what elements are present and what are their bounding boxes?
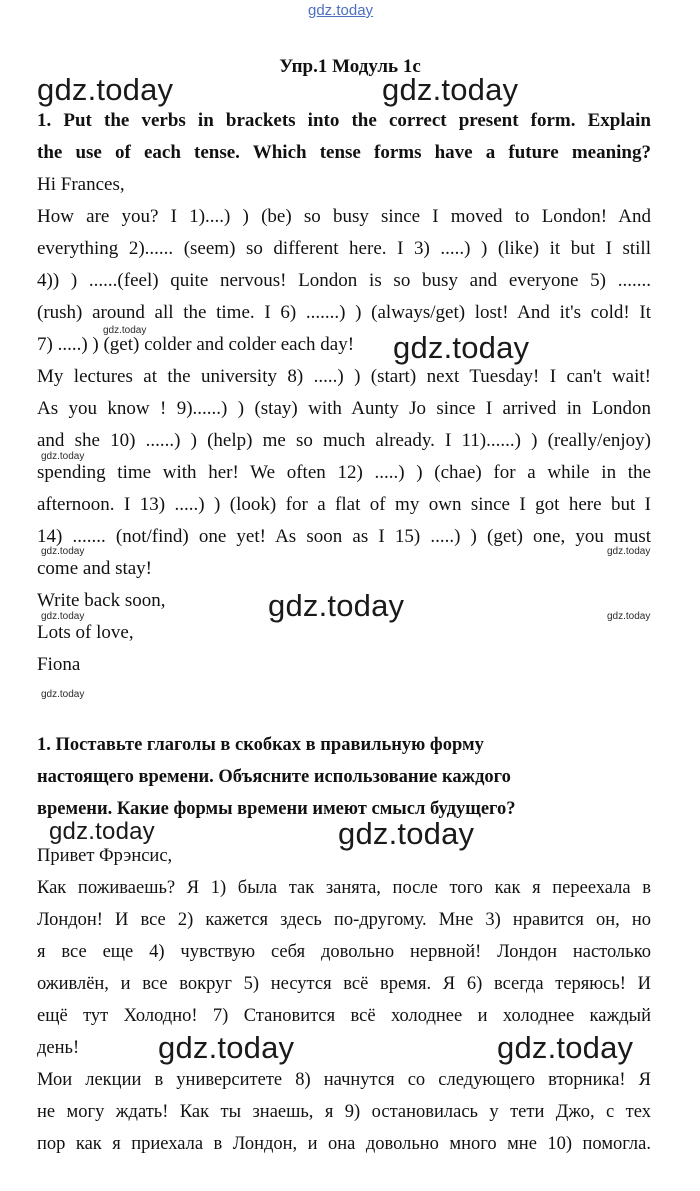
watermark: gdz.today xyxy=(393,330,530,365)
letter-line-ru: Лондон! И все 2) кажется здесь по-другому. Мне 3) нравится он, но xyxy=(37,910,651,930)
letter-signature: Fiona xyxy=(37,654,81,675)
letter-line-en: and she 10) ......) ) (help) me so much already. I 11)......) ) (really/enjoy) xyxy=(37,430,651,451)
watermark: gdz.today xyxy=(37,72,174,107)
letter-line-ru: пор как я приехала в Лондон, и она довольно много мне 10) помогла. xyxy=(37,1134,651,1154)
watermark: gdz.today xyxy=(382,72,519,107)
letter-line-en: How are you? I 1)....) ) (be) so busy since I moved to London! And xyxy=(37,206,651,227)
letter-line-en: 7) .....) ) (get) colder and colder each day! xyxy=(37,334,355,355)
letter-closing-1: Write back soon, xyxy=(37,590,166,611)
watermark-small: gdz.today xyxy=(607,611,651,622)
watermark: gdz.today xyxy=(338,816,475,851)
letter-line-ru: не могу ждать! Как ты знаешь, я 9) остановилась у тети Джо, с тех xyxy=(37,1102,651,1122)
watermark-small: gdz.today xyxy=(41,611,85,622)
task-heading-en-line2: the use of each tense. Which tense forms have a future meaning? xyxy=(37,142,651,163)
watermark: gdz.today xyxy=(49,818,155,845)
letter-line-ru: я все еще 4) чувствую себя довольно нервной! Лондон настолько xyxy=(37,942,651,962)
watermark-small: gdz.today xyxy=(41,451,85,462)
task-heading-ru-line2: настоящего времени. Объясните использование каждого xyxy=(37,767,511,787)
letter-closing-2: Lots of love, xyxy=(37,622,134,643)
letter-greeting-ru: Привет Фрэнсис, xyxy=(37,846,173,866)
watermark: gdz.today xyxy=(158,1030,295,1065)
letter-line-ru: Мои лекции в университете 8) начнутся со следующего вторника! Я xyxy=(37,1070,651,1090)
letter-line-ru: оживлён, и все вокруг 5) несутся всё время. Я 6) всегда теряюсь! И xyxy=(37,974,651,994)
letter-line-ru: Как поживаешь? Я 1) была так занята, после того как я переехала в xyxy=(37,878,651,898)
letter-line-ru: ещё тут Холодно! 7) Становится всё холоднее и холоднее каждый xyxy=(37,1006,651,1026)
letter-line-en: spending time with her! We often 12) .....) ) (chae) for a while in the xyxy=(37,462,651,483)
watermark: gdz.today xyxy=(497,1030,634,1065)
watermark-small: gdz.today xyxy=(607,546,651,557)
letter-line-en: 4)) ) ......(feel) quite nervous! London is so busy and everyone 5) ....... xyxy=(37,270,651,291)
letter-line-en: (rush) around all the time. I 6) .......) ) (always/get) lost! And it's cold! It xyxy=(37,302,651,323)
task-heading-en-line1: 1. Put the verbs in brackets into the correct present form. Explain xyxy=(37,110,651,131)
task-heading-ru-line1: 1. Поставьте глаголы в скобках в правильную форму xyxy=(37,735,484,755)
letter-line-en: 14) ....... (not/find) one yet! As soon as I 15) .....) ) (get) one, you must xyxy=(37,526,651,547)
watermark: gdz.today xyxy=(268,588,405,623)
letter-line-en: afternoon. I 13) .....) ) (look) for a flat of my own since I got here but I xyxy=(37,494,651,515)
top-watermark-link[interactable]: gdz.today xyxy=(308,2,374,19)
letter-greeting-en: Hi Frances, xyxy=(37,174,125,195)
letter-line-en: My lectures at the university 8) .....) ) (start) next Tuesday! I can't wait! xyxy=(37,366,651,387)
task-heading-ru-line3: времени. Какие формы времени имеют смысл будущего? xyxy=(37,799,516,819)
letter-line-en: As you know ! 9)......) ) (stay) with Aunty Jo since I arrived in London xyxy=(37,398,651,419)
letter-line-ru: день! xyxy=(37,1038,80,1058)
letter-line-en: everything 2)...... (seem) so different here. I 3) .....) ) (like) it but I still xyxy=(37,238,651,259)
page-title: Упр.1 Модуль 1c xyxy=(279,56,421,77)
watermark-small: gdz.today xyxy=(41,546,85,557)
watermark-small: gdz.today xyxy=(41,689,85,700)
watermark-small: gdz.today xyxy=(103,325,147,336)
letter-line-en: come and stay! xyxy=(37,558,153,579)
